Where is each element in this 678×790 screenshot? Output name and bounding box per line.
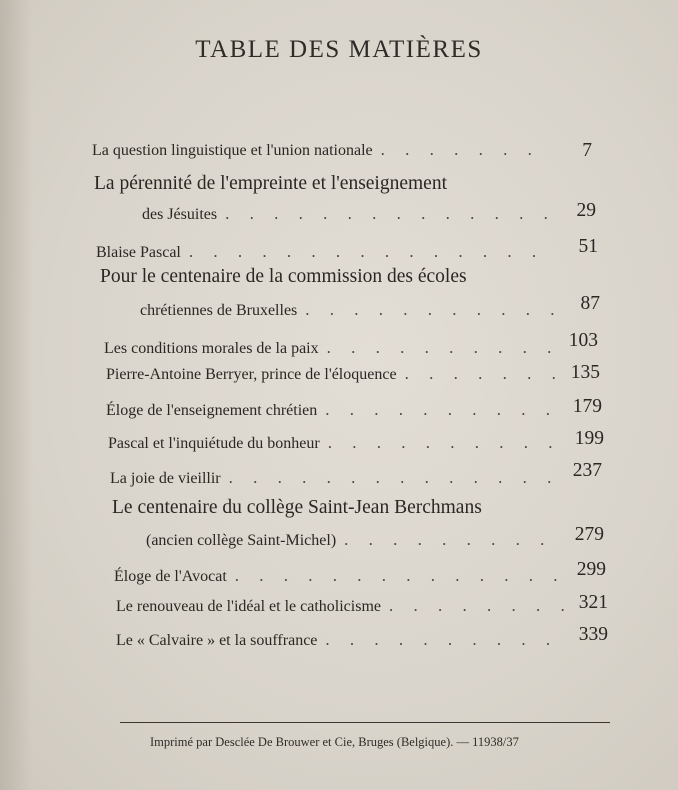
toc-page-number: 7 (582, 140, 592, 161)
page-gutter-shadow (0, 0, 32, 790)
toc-page-number: 87 (580, 293, 600, 314)
toc-entry-title: Le « Calvaire » et la souffrance (116, 632, 318, 649)
toc-entry-title-continued: (ancien collège Saint-Michel) (146, 532, 337, 549)
toc-entry (116, 630, 572, 650)
toc-entry (96, 242, 556, 262)
toc-entry (104, 338, 562, 358)
leader-dots (344, 530, 560, 550)
toc-entry (114, 566, 572, 586)
toc-entry-title: Éloge de l'enseignement chrétien (106, 402, 318, 419)
toc-entry-title: Blaise Pascal (96, 244, 181, 261)
toc-entry (146, 530, 568, 550)
toc-entry-title: Le renouveau de l'idéal et le catholicisme (116, 598, 381, 615)
toc-entry (116, 596, 572, 616)
toc-entry-title: Pour le centenaire de la commission des écoles (100, 266, 467, 287)
printer-imprint: Imprimé par Desclée De Brouwer et Cie, Bruges (Belgique). — 11938/37 (150, 735, 519, 749)
toc-entry-title: Éloge de l'Avocat (114, 568, 227, 585)
leader-dots (305, 300, 554, 320)
toc-page-number: 299 (576, 559, 606, 580)
toc-entry-title: Les conditions morales de la paix (104, 340, 319, 357)
page-title: TABLE DES MATIÈRES (195, 36, 483, 63)
toc-entry (140, 300, 562, 320)
toc-entry (142, 204, 558, 224)
toc-page-number: 179 (572, 396, 602, 417)
leader-dots (325, 400, 558, 420)
toc-entry-title: Pierre-Antoine Berryer, prince de l'éloquence (106, 366, 397, 383)
toc-entry (92, 140, 554, 160)
toc-entry (108, 433, 568, 453)
leader-dots (328, 433, 560, 453)
leader-dots (381, 140, 546, 160)
toc-entry-title-continued: des Jésuites (142, 206, 218, 223)
leader-dots (405, 364, 556, 384)
leader-dots (325, 630, 564, 650)
toc-entry-title: La pérennité de l'empreinte et l'enseignement (94, 173, 447, 194)
toc-page-number: 339 (578, 624, 608, 645)
toc-entry (106, 400, 566, 420)
toc-entry-title: La joie de vieillir (110, 470, 221, 487)
toc-page-number: 321 (578, 592, 608, 613)
toc-entry (110, 468, 568, 488)
toc-page-number: 29 (576, 200, 596, 221)
toc-entry (106, 364, 564, 384)
toc-page-number: 199 (574, 428, 604, 449)
toc-page-number: 135 (570, 362, 600, 383)
leader-dots (327, 338, 554, 358)
leader-dots (235, 566, 564, 586)
toc-entry-title: Le centenaire du collège Saint-Jean Berchmans (112, 497, 482, 518)
leader-dots (189, 242, 548, 262)
toc-page-number: 51 (578, 236, 598, 257)
toc-entry-title-continued: chrétiennes de Bruxelles (140, 302, 298, 319)
toc-page-number: 279 (574, 524, 604, 545)
toc-page-number: 103 (568, 330, 598, 351)
toc-entry-title: Pascal et l'inquiétude du bonheur (108, 435, 320, 452)
toc-entry-title: La question linguistique et l'union nationale (92, 142, 373, 159)
leader-dots (225, 204, 550, 224)
leader-dots (389, 596, 564, 616)
leader-dots (229, 468, 560, 488)
footer-rule (120, 722, 610, 723)
toc-page-number: 237 (572, 460, 602, 481)
